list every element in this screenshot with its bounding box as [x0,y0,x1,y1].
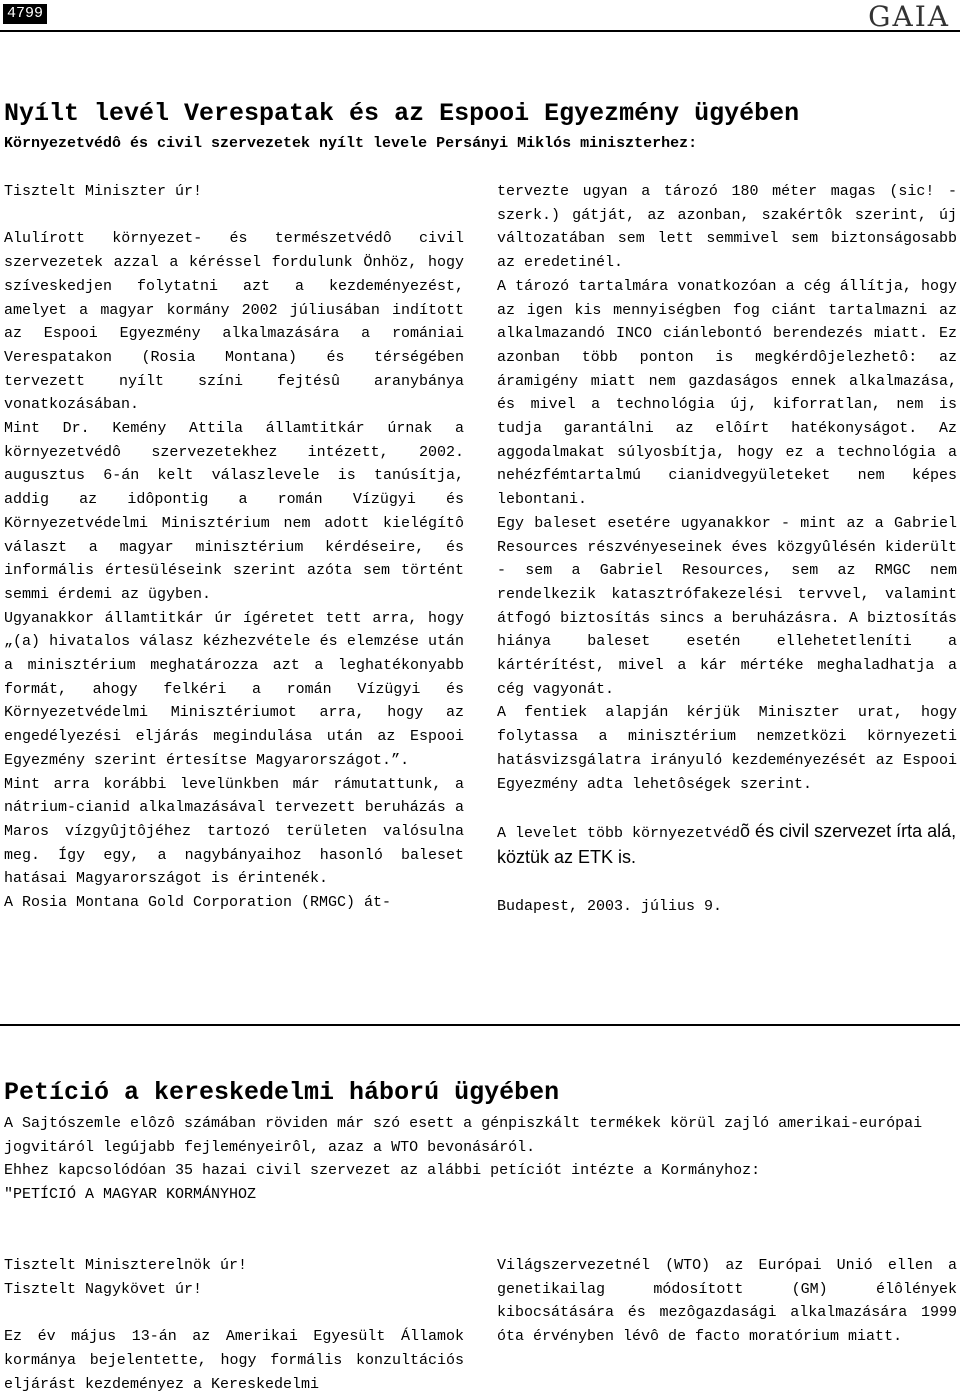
paragraph: Ez év május 13-án az Amerikai Egyesült Államok kormánya bejelentette, hogy formális konzultációs eljárást kezdeményez a Kereskedelmi [4,1328,464,1393]
paragraph: Mint arra korábbi levelünkben már rámutattunk, a nátrium-cianid alkalmazásával tervezett beruházás a Maros vízgyûjtôjéhez tartozó területen valósulna meg. Így egy, a nagybányaihoz hasonló baleset hatásai Magyarországot is érintenék. [4,775,464,888]
paragraph: A Sajtószemle elôzô számában röviden már szó esett a génpiszkált termékek körül zajló amerikai-európai jogvitáról legújabb fejleményeirôl, azaz a WTO bevonásáról. [4,1115,923,1156]
petition-heading: "PETÍCIÓ A MAGYAR KORMÁNYHOZ [4,1186,257,1204]
article2-title: Petíció a kereskedelmi háború ügyében [4,1078,560,1107]
paragraph: Ehhez kapcsolódóan 35 hazai civil szervezet az alábbi petíciót intézte a Kormányhoz: [4,1162,761,1180]
paragraph: Alulírott környezet- és természetvédô civil szervezetek azzal a kéréssel fordulunk Önhöz, hogy szíveskedjen folytatni azt a kezdeményezést, amelyet a magyar kormány 2002 júliusában indított az Espooi Egyezmény alkalmazására a romániai Verespatakon (Rosia Montana) és térségében tervezett nyílt színi fejtésû aranybánya vonatkozásában. [4,230,464,414]
signatories-note-mono: A levelet több környezetvéd [497,824,741,842]
article1-title: Nyílt levél Verespatak és az Espooi Egyezmény ügyében [4,99,800,128]
signatories-note [497,820,957,871]
page-number: 4799 [3,4,47,24]
paragraph: tervezte ugyan a tározó 180 méter magas (sic! - szerk.) gátját, az azonban, szakértôk szerint, új változatában sem lett semmivel sem biztonságosabb az eredetinél. [497,183,957,272]
article2-left-column [4,1254,464,1396]
article1-left-column [4,180,464,915]
signatories-note-sans: õ és civil szervezet írta alá, köztük az ETK is. [497,820,957,867]
article1-subtitle: Környezetvédô és civil szervezetek nyílt levele Persányi Miklós miniszterhez: [4,135,698,152]
paragraph: Egy baleset esetére ugyanakkor - mint az a Gabriel Resources részvényeseinek éves közgyûlésén kiderült - sem a Gabriel Resources, sem az RMGC nem rendelkezik katasztrófakezelési tervvel, valamint átfogó biztosítás sincs a beruházásra. A biztosítás hiánya baleset esetén ellehetetleníti a kártérítést, mivel a kár mértéke meghaladhatja a cég vagyonát. [497,514,957,698]
salutation: Tisztelt Miniszterelnök úr! [4,1257,248,1274]
paragraph: Világszervezetnél (WTO) az Európai Unió ellen a genetikailag módosított (GM) élôlények kibocsátására és mezôgazdasági alkalmazására 1999 óta érvényben lévô de facto moratórium miatt. [497,1257,957,1346]
paragraph: A Rosia Montana Gold Corporation (RMGC) át- [4,894,392,912]
paragraph: Mint Dr. Kemény Attila államtitkár úrnak a környezetvédô szervezetekhez intézett, 2002. augusztus 6-án kelt válaszlevele is tanúsítja, addig az idôpontig a román Vízügyi és Környezetvédelmi Minisztérium nem adott kielégítô választ a magyar minisztérium kérdéseire, és informális értesüléseink szerint azóta sem történt semmi érdemi az ügyben. [4,420,464,603]
paragraph: Ugyanakkor államtitkár úr ígéretet tett arra, hogy „(a) hivatalos válasz kézhezvétele és elemzése után a minisztérium meghatározza azt a leghatékonyabb formát, ahogy felkéri a román Vízügyi és Környezetvédelmi Minisztériumot arra, hogy az engedélyezési eljárás megindulása után az Espooi Egyezmény szerint értesítse Magyarországot.”. [4,609,464,769]
salutation: Tisztelt Nagykövet úr! [4,1280,203,1298]
gaia-logo: GAIA [868,0,950,33]
paragraph: A fentiek alapján kérjük Miniszter urat, hogy folytassa a minisztérium nemzetközi környezeti hatásvizsgálatra irányuló kezdeményezését az Espooi Egyezmény adta lehetôségek szerint. [497,704,957,793]
section-rule [0,1024,960,1026]
header-rule [0,30,960,32]
article1-right-column [497,180,957,919]
paragraph: A tározó tartalmára vonatkozóan a cég állítja, hogy az igen kis mennyiségben fog ciánt tartalmazni az alkalmazandó INCO ciánlebontó berendezés miatt. Ez azonban több ponton is megkérdôjelezhetô: az áramigény miatt nem gazdaságos ennek alkalmazása, és mivel a technológia új, kiforratlan, nem is tudja garantálni az elôírt hatékonyságot. Az aggodalmakat súlyosbítja, hogy ez a technológia a nehézfémtartalmú cianidvegyületeket nem képes lebontani. [497,277,957,509]
salutation: Tisztelt Miniszter úr! [4,183,203,200]
article2-right-column [497,1254,957,1349]
article2-intro [4,1112,954,1207]
letter-date: Budapest, 2003. július 9. [497,898,723,916]
